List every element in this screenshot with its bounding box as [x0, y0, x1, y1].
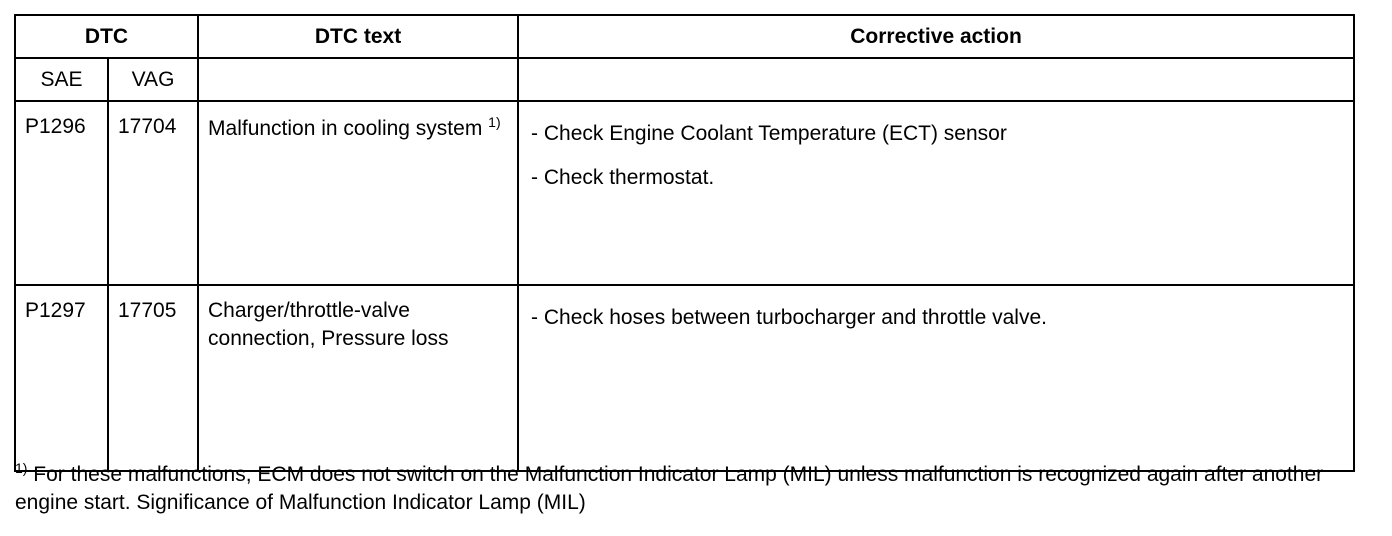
subheader-empty-action — [518, 58, 1354, 101]
subheader-empty-text — [198, 58, 518, 101]
dtc-text: Malfunction in cooling system — [208, 117, 483, 140]
dtc-text-cell — [198, 101, 518, 285]
header-dtc: DTC — [15, 15, 198, 58]
footnote-marker: 1) — [15, 460, 28, 476]
header-corrective-action: Corrective action — [518, 15, 1354, 58]
corrective-action-item: - Check Engine Coolant Temperature (ECT) sensor — [531, 122, 1007, 145]
corrective-action-item: - Check thermostat. — [531, 166, 715, 189]
dtc-text-cell: Charger/throttle-valve connection, Pressure loss — [198, 285, 518, 471]
vag-code-cell: 17704 — [108, 101, 198, 285]
footnote-text: For these malfunctions, ECM does not switch on the Malfunction Indicator Lamp (MIL) unless malfunction is recognized again after another engine start. Significance of Malfunction Indicator Lamp (MIL) — [15, 463, 1324, 514]
footnote-reference: 1) — [488, 114, 501, 130]
corrective-action-cell — [518, 101, 1354, 285]
dtc-table — [14, 14, 1355, 472]
table-subheader-row — [15, 58, 1354, 101]
sae-code-cell: P1297 — [15, 285, 108, 471]
subheader-vag: VAG — [108, 58, 198, 101]
table-row — [15, 285, 1354, 471]
table-header-row — [15, 15, 1354, 58]
header-dtc-text: DTC text — [198, 15, 518, 58]
sae-code-cell: P1296 — [15, 101, 108, 285]
footnote — [15, 461, 1355, 517]
corrective-action-cell — [518, 285, 1354, 471]
corrective-action-item: - Check hoses between turbocharger and throttle valve. — [531, 306, 1047, 329]
vag-code-cell: 17705 — [108, 285, 198, 471]
table-row — [15, 101, 1354, 285]
subheader-sae: SAE — [15, 58, 108, 101]
